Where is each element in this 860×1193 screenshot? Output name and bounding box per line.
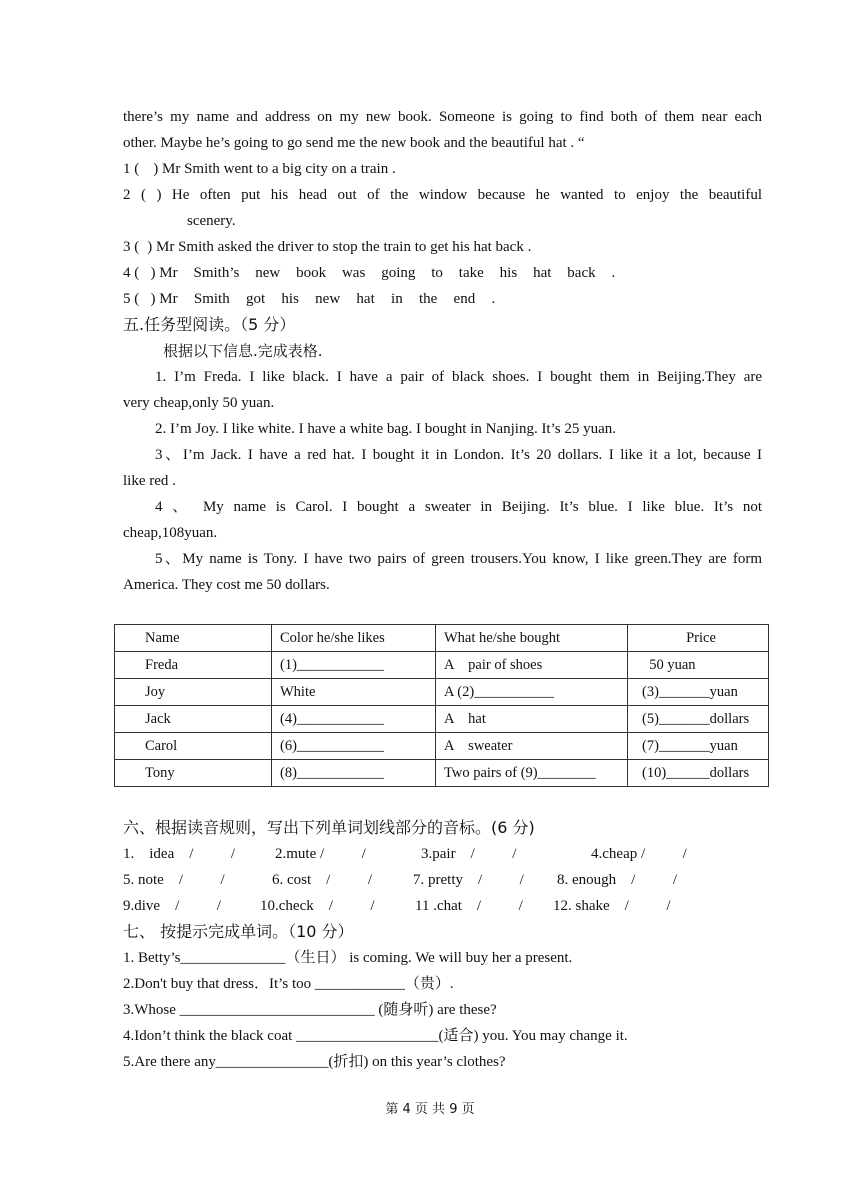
table-cell: (4)____________ <box>272 706 436 733</box>
instruction: 根据以下信息.完成表格. <box>163 342 323 360</box>
fill-item: 4.Idon’t think the black coat ___________________(适合) you. You may change it. <box>123 1028 628 1044</box>
table-cell: (5)_______dollars <box>628 706 769 733</box>
table-cell: (1)____________ <box>272 652 436 679</box>
table-row <box>115 652 769 679</box>
phonetic-item: 9.dive / / <box>123 898 221 914</box>
table-row <box>115 679 769 706</box>
phonetic-item: 7. pretty / / <box>413 872 524 888</box>
table-header-row <box>115 625 769 652</box>
passage-line: other. Maybe he’s going to go send me the new book and the beautiful hat . “ <box>123 135 585 151</box>
info-para: like red . <box>123 473 176 489</box>
passage-line: there’s my name and address on my new book. Someone is going to find both of them near each <box>123 109 762 125</box>
table-cell: Tony <box>115 760 272 787</box>
table-cell: Two pairs of (9)________ <box>436 760 628 787</box>
table-cell: A pair of shoes <box>436 652 628 679</box>
tf-item: 5 ( ) Mr Smith got his new hat in the end . <box>123 291 496 307</box>
tf-item-continuation: scenery. <box>187 213 236 229</box>
table-header-cell: Color he/she likes <box>272 625 436 652</box>
phonetic-row <box>123 841 762 867</box>
table-cell: 50 yuan <box>628 652 769 679</box>
section-title: 五.任务型阅读。（5 分） <box>123 315 296 334</box>
section-title: 六、根据读音规则，写出下列单词划线部分的音标。(6 分) <box>123 818 535 837</box>
table-cell: Freda <box>115 652 272 679</box>
info-para: very cheap,only 50 yuan. <box>123 395 275 411</box>
info-para: 2. I’m Joy. I like white. I have a white bag. I bought in Nanjing. It’s 25 yuan. <box>155 421 617 437</box>
table-row <box>115 760 769 787</box>
table-cell: Jack <box>115 706 272 733</box>
table-cell: (10)______dollars <box>628 760 769 787</box>
fill-item: 3.Whose __________________________ (随身听) are these? <box>123 1002 497 1018</box>
table-header-cell: Price <box>628 625 769 652</box>
page-footer: 第 4 页 共 9 页 <box>385 1102 475 1117</box>
tf-item: 2 ( ) He often put his head out of the window because he wanted to enjoy the beautiful <box>123 187 763 203</box>
table-cell: A (2)___________ <box>436 679 628 706</box>
phonetic-item: 5. note / / <box>123 872 225 888</box>
phonetic-item: 3.pair / / <box>421 846 517 862</box>
reading-passage-section <box>123 104 762 598</box>
phonetic-row <box>123 893 762 919</box>
task-table <box>114 624 769 787</box>
info-para: 5、My name is Tony. I have two pairs of green trousers.You know, I like green.They are form <box>155 551 762 567</box>
tf-item: 1 ( ) Mr Smith went to a big city on a train . <box>123 161 396 177</box>
fill-item: 2.Don't buy that dress．It’s too ____________（贵）. <box>123 976 454 992</box>
info-para: 3、I’m Jack. I have a red hat. I bought it in London. It’s 20 dollars. I like it a lot, because I <box>155 447 762 463</box>
info-para: America. They cost me 50 dollars. <box>123 577 330 593</box>
section-title: 七、 按提示完成单词。（10 分） <box>123 922 354 941</box>
fill-item: 1. Betty’s______________（生日） is coming. We will buy her a present. <box>123 950 573 966</box>
phonetic-item: 10.check / / <box>260 898 375 914</box>
phonetic-item: 4.cheap / / <box>591 846 687 862</box>
phonetic-item: 1. idea / / <box>123 846 236 862</box>
fill-item: 5.Are there any_______________(折扣) on this year’s clothes? <box>123 1054 506 1070</box>
phonetic-item: 12. shake / / <box>553 898 671 914</box>
table-row <box>115 733 769 760</box>
table-cell: Carol <box>115 733 272 760</box>
phonetic-item: 8. enough / / <box>557 872 677 888</box>
lower-sections <box>123 815 762 1075</box>
table-header-cell: Name <box>115 625 272 652</box>
table-cell: (3)_______yuan <box>628 679 769 706</box>
table-cell: A hat <box>436 706 628 733</box>
table-cell: A sweater <box>436 733 628 760</box>
phonetic-row <box>123 867 762 893</box>
info-para: 1. I’m Freda. I like black. I have a pair of black shoes. I bought them in Beijing.They are <box>155 369 762 385</box>
table-cell: Joy <box>115 679 272 706</box>
info-para: cheap,108yuan. <box>123 525 218 541</box>
table-cell: (6)____________ <box>272 733 436 760</box>
info-para: 4 、 My name is Carol. I bought a sweater in Beijing. It’s blue. I like blue. It’s not <box>155 499 762 515</box>
tf-item: 4 ( ) Mr Smith’s new book was going to take his hat back . <box>123 265 616 281</box>
phonetic-item: 2.mute / / <box>275 846 366 862</box>
table-header-cell: What he/she bought <box>436 625 628 652</box>
phonetic-item: 6. cost / / <box>272 872 372 888</box>
table-cell: (8)____________ <box>272 760 436 787</box>
tf-item: 3 ( ) Mr Smith asked the driver to stop the train to get his hat back . <box>123 239 532 255</box>
table-cell: White <box>272 679 436 706</box>
table-cell: (7)_______yuan <box>628 733 769 760</box>
table-row <box>115 706 769 733</box>
phonetic-item: 11 .chat / / <box>415 898 523 914</box>
